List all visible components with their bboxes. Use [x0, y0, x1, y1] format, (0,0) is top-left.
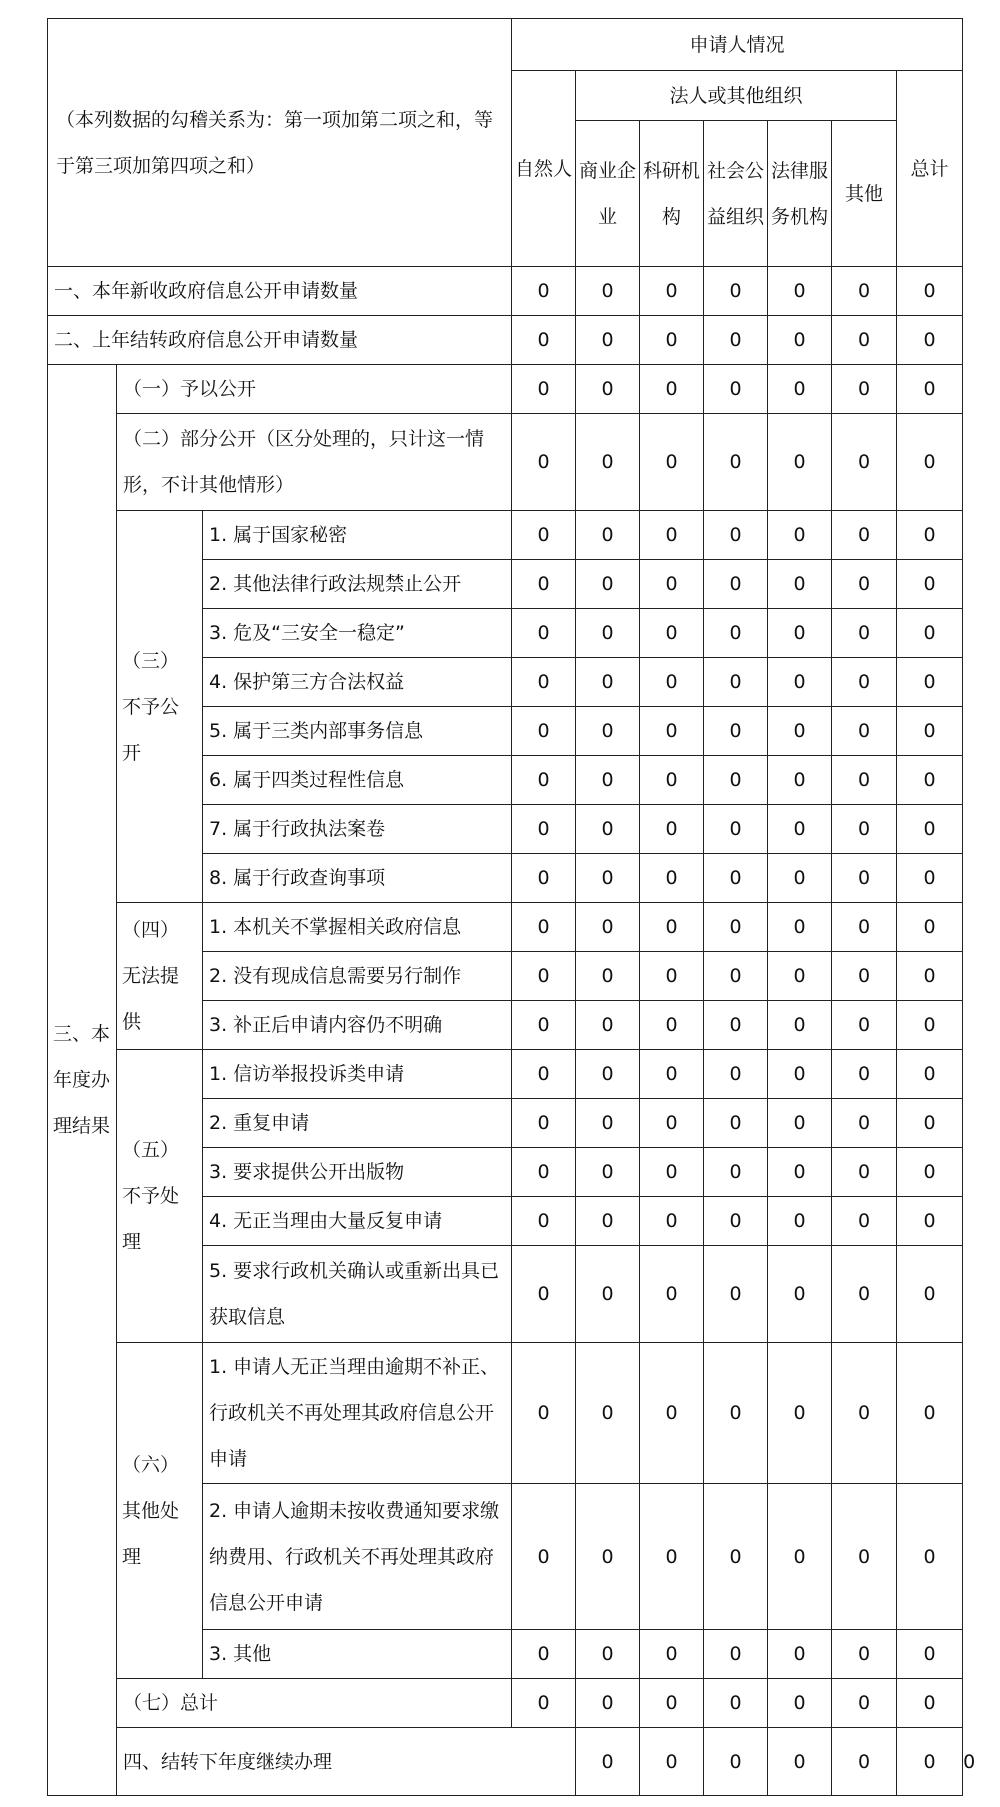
- value-cell: 0: [897, 1197, 963, 1246]
- value-cell: 0: [832, 560, 897, 609]
- disclosure-statistics-table: [47, 18, 976, 1796]
- value-cell: 0: [576, 1343, 640, 1484]
- value-cell: 0: [768, 267, 832, 316]
- value-cell: 0: [832, 1484, 897, 1630]
- value-cell: 0: [576, 1679, 640, 1728]
- value-cell: 0: [897, 952, 963, 1001]
- value-cell: 0: [576, 854, 640, 903]
- header-legal-service: 法律服务机构: [768, 121, 832, 267]
- value-cell: 0: [576, 414, 640, 511]
- value-cell: 0: [512, 1197, 576, 1246]
- value-cell: 0: [897, 854, 963, 903]
- value-cell: 0: [576, 1001, 640, 1050]
- value-cell: 0: [576, 707, 640, 756]
- value-cell: 0: [640, 365, 704, 414]
- value-cell: 0: [832, 1197, 897, 1246]
- value-cell: 0: [832, 414, 897, 511]
- item-label: 6. 属于四类过程性信息: [203, 756, 512, 805]
- value-cell: 0: [897, 365, 963, 414]
- value-cell: 0: [576, 1246, 640, 1343]
- value-cell: 0: [512, 854, 576, 903]
- value-cell: 0: [832, 756, 897, 805]
- value-cell: 0: [512, 365, 576, 414]
- value-cell: 0: [768, 854, 832, 903]
- value-cell: 0: [768, 1099, 832, 1148]
- table-row: [48, 267, 963, 316]
- value-cell: 0: [768, 365, 832, 414]
- value-cell: 0: [640, 805, 704, 854]
- value-cell: 0: [704, 1728, 768, 1796]
- value-cell: 0: [768, 658, 832, 707]
- value-cell: 0: [832, 267, 897, 316]
- value-cell: 0: [704, 1099, 768, 1148]
- value-cell: 0: [897, 511, 963, 560]
- item-label: 4. 保护第三方合法权益: [203, 658, 512, 707]
- value-cell: 0: [897, 316, 963, 365]
- value-cell: 0: [576, 267, 640, 316]
- value-cell: 0: [897, 658, 963, 707]
- value-cell: 0: [640, 560, 704, 609]
- value-cell: 0: [512, 316, 576, 365]
- value-cell: 0: [512, 511, 576, 560]
- item-label: 2. 其他法律行政法规禁止公开: [203, 560, 512, 609]
- value-cell: 0: [832, 1728, 897, 1796]
- value-cell: 0: [512, 267, 576, 316]
- value-cell: 0: [512, 805, 576, 854]
- header-natural-person: 自然人: [512, 71, 576, 267]
- item-label: 5. 要求行政机关确认或重新出具已获取信息: [203, 1246, 512, 1343]
- group-5-label: （五）不予处理: [117, 1050, 203, 1343]
- value-cell: 0: [704, 1630, 768, 1679]
- value-cell: 0: [640, 952, 704, 1001]
- value-cell: 0: [768, 1343, 832, 1484]
- value-cell: 0: [832, 854, 897, 903]
- value-cell: 0: [832, 805, 897, 854]
- value-cell: 0: [768, 1050, 832, 1099]
- value-cell: 0: [897, 1630, 963, 1679]
- value-cell: 0: [512, 560, 576, 609]
- item-label: 5. 属于三类内部事务信息: [203, 707, 512, 756]
- value-cell: 0: [576, 952, 640, 1001]
- value-cell: 0: [768, 756, 832, 805]
- header-total: 总计: [897, 71, 963, 267]
- value-cell: 0: [640, 609, 704, 658]
- value-cell: 0: [832, 903, 897, 952]
- value-cell: 0: [512, 1246, 576, 1343]
- group-4-label: （四）无法提供: [117, 903, 203, 1050]
- value-cell: 0: [832, 365, 897, 414]
- value-cell: 0: [832, 707, 897, 756]
- value-cell: 0: [768, 1630, 832, 1679]
- value-cell: 0: [640, 1001, 704, 1050]
- value-cell: 0: [704, 756, 768, 805]
- table-row: [48, 1343, 963, 1484]
- header-research: 科研机构: [640, 121, 704, 267]
- value-cell: 0: [640, 511, 704, 560]
- value-cell: 0: [768, 805, 832, 854]
- value-cell: 0: [704, 365, 768, 414]
- value-cell: 0: [897, 1484, 963, 1630]
- value-cell: 0: [512, 1343, 576, 1484]
- value-cell: 0: [832, 609, 897, 658]
- table-row: [48, 903, 963, 952]
- value-cell: 0: [576, 805, 640, 854]
- section-2-label: 二、上年结转政府信息公开申请数量: [48, 316, 512, 365]
- item-label: 1. 信访举报投诉类申请: [203, 1050, 512, 1099]
- item-label: 3. 要求提供公开出版物: [203, 1148, 512, 1197]
- value-cell: 0: [704, 952, 768, 1001]
- table-row: [48, 316, 963, 365]
- value-cell: 0: [897, 805, 963, 854]
- value-cell: 0: [832, 1050, 897, 1099]
- value-cell: 0: [640, 903, 704, 952]
- section-4-label: 四、结转下年度继续办理: [117, 1728, 576, 1796]
- value-cell: 0: [640, 1050, 704, 1099]
- group-7-label: （七）总计: [117, 1679, 512, 1728]
- value-cell: 0: [768, 952, 832, 1001]
- table-row: [48, 414, 963, 511]
- value-cell: 0: [704, 1679, 768, 1728]
- value-cell: 0: [640, 1630, 704, 1679]
- item-label: 7. 属于行政执法案卷: [203, 805, 512, 854]
- value-cell: 0: [768, 1484, 832, 1630]
- value-cell: 0: [897, 414, 963, 511]
- item-label: 3. 危及“三安全一稳定”: [203, 609, 512, 658]
- item-label: 4. 无正当理由大量反复申请: [203, 1197, 512, 1246]
- item-label: 8. 属于行政查询事项: [203, 854, 512, 903]
- value-cell: 0: [704, 707, 768, 756]
- value-cell: 0: [576, 511, 640, 560]
- value-cell: 0: [640, 756, 704, 805]
- item-label: 1. 属于国家秘密: [203, 511, 512, 560]
- item-label: 1. 申请人无正当理由逾期不补正、行政机关不再处理其政府信息公开申请: [203, 1343, 512, 1484]
- value-cell: 0: [768, 1197, 832, 1246]
- value-cell: 0: [704, 1197, 768, 1246]
- value-cell: 0: [897, 756, 963, 805]
- value-cell: 0: [832, 1148, 897, 1197]
- value-cell: 0: [768, 903, 832, 952]
- value-cell: 0: [897, 609, 963, 658]
- value-cell: 0: [576, 365, 640, 414]
- header-commercial: 商业企业: [576, 121, 640, 267]
- value-cell: 0: [512, 1148, 576, 1197]
- value-cell: 0: [512, 952, 576, 1001]
- value-cell: 0: [512, 1630, 576, 1679]
- value-cell: 0: [640, 658, 704, 707]
- value-cell: 0: [640, 267, 704, 316]
- value-cell: 0: [704, 1246, 768, 1343]
- table-row: [48, 1050, 963, 1099]
- value-cell: 0: [704, 511, 768, 560]
- value-cell: 0: [832, 1246, 897, 1343]
- value-cell: 0: [576, 1099, 640, 1148]
- value-cell: 0: [576, 1197, 640, 1246]
- value-cell: 0: [512, 414, 576, 511]
- value-cell: 0: [704, 316, 768, 365]
- value-cell: 0: [704, 1484, 768, 1630]
- value-cell: 0: [512, 1050, 576, 1099]
- value-cell: 0: [640, 707, 704, 756]
- value-cell: 0: [768, 414, 832, 511]
- value-cell: 0: [897, 1050, 963, 1099]
- table-row: [48, 511, 963, 560]
- value-cell: 0: [897, 1728, 963, 1796]
- value-cell: 0: [640, 1484, 704, 1630]
- value-cell: 0: [832, 1343, 897, 1484]
- value-cell: 0: [576, 609, 640, 658]
- value-cell: 0: [832, 658, 897, 707]
- value-cell: 0: [640, 1246, 704, 1343]
- value-cell: 0: [704, 1343, 768, 1484]
- group-1-label: （一）予以公开: [117, 365, 512, 414]
- table-row: [48, 1679, 963, 1728]
- value-cell: 0: [704, 267, 768, 316]
- item-label: 2. 没有现成信息需要另行制作: [203, 952, 512, 1001]
- value-cell: 0: [512, 658, 576, 707]
- value-cell: 0: [640, 1197, 704, 1246]
- value-cell: 0: [512, 756, 576, 805]
- value-cell: 0: [704, 805, 768, 854]
- value-cell: 0: [640, 316, 704, 365]
- value-cell: 0: [704, 1001, 768, 1050]
- value-cell: 0: [704, 560, 768, 609]
- value-cell: 0: [897, 1099, 963, 1148]
- item-label: 1. 本机关不掌握相关政府信息: [203, 903, 512, 952]
- value-cell: 0: [704, 609, 768, 658]
- group-2-label: （二）部分公开（区分处理的，只计这一情形，不计其他情形）: [117, 414, 512, 511]
- value-cell: 0: [897, 1246, 963, 1343]
- value-cell: 0: [640, 1343, 704, 1484]
- value-cell: 0: [897, 1679, 963, 1728]
- value-cell: 0: [897, 903, 963, 952]
- value-cell: 0: [768, 707, 832, 756]
- value-cell: 0: [768, 609, 832, 658]
- value-cell: 0: [640, 1148, 704, 1197]
- value-cell: 0: [576, 756, 640, 805]
- value-cell: 0: [512, 1001, 576, 1050]
- section-3-label: 三、本年度办理结果: [48, 365, 117, 1796]
- value-cell: 0: [704, 1148, 768, 1197]
- item-label: 3. 补正后申请内容仍不明确: [203, 1001, 512, 1050]
- value-cell: 0: [576, 560, 640, 609]
- value-cell: 0: [576, 1484, 640, 1630]
- header-other: 其他: [832, 121, 897, 267]
- value-cell: 0: [768, 316, 832, 365]
- value-cell: 0: [897, 1001, 963, 1050]
- value-cell: 0: [897, 1343, 963, 1484]
- value-cell: 0: [897, 1148, 963, 1197]
- value-cell: 0: [640, 414, 704, 511]
- header-applicant-situation: 申请人情况: [512, 19, 963, 71]
- group-6-label: （六）其他处理: [117, 1343, 203, 1679]
- value-cell: 0: [768, 1148, 832, 1197]
- group-3-label: （三）不予公开: [117, 511, 203, 903]
- value-cell: 0: [832, 1099, 897, 1148]
- value-cell: 0: [897, 560, 963, 609]
- item-label: 3. 其他: [203, 1630, 512, 1679]
- value-cell: 0: [512, 609, 576, 658]
- value-cell: 0: [768, 1679, 832, 1728]
- value-cell: 0: [576, 1148, 640, 1197]
- value-cell: 0: [576, 903, 640, 952]
- value-cell: 0: [704, 414, 768, 511]
- value-cell: 0: [576, 658, 640, 707]
- value-cell: 0: [832, 1001, 897, 1050]
- value-cell: 0: [768, 1246, 832, 1343]
- value-cell: 0: [640, 854, 704, 903]
- value-cell: 0: [704, 1050, 768, 1099]
- table-row: [48, 365, 963, 414]
- value-cell: 0: [512, 1679, 576, 1728]
- value-cell: 0: [832, 511, 897, 560]
- value-cell: 0: [832, 952, 897, 1001]
- header-legal-or-other: 法人或其他组织: [576, 71, 897, 121]
- value-cell: 0: [640, 1728, 704, 1796]
- value-cell: 0: [512, 1484, 576, 1630]
- value-cell: 0: [704, 854, 768, 903]
- table-row: 四、结转下年度继续办理 0 0 0 0 0 0 0: [48, 1728, 963, 1796]
- value-cell: 0: [768, 1728, 832, 1796]
- value-cell: 0: [576, 1728, 640, 1796]
- section-1-label: 一、本年新收政府信息公开申请数量: [48, 267, 512, 316]
- value-cell: 0: [768, 1001, 832, 1050]
- value-cell: 0: [576, 1050, 640, 1099]
- item-label: 2. 重复申请: [203, 1099, 512, 1148]
- value-cell: 0: [704, 903, 768, 952]
- value-cell: 0: [576, 1630, 640, 1679]
- item-label: 2. 申请人逾期未按收费通知要求缴纳费用、行政机关不再处理其政府信息公开申请: [203, 1484, 512, 1630]
- value-cell: 0: [768, 560, 832, 609]
- value-cell: 0: [704, 658, 768, 707]
- header-social-welfare: 社会公益组织: [704, 121, 768, 267]
- value-cell: 0: [897, 267, 963, 316]
- value-cell: 0: [512, 903, 576, 952]
- value-cell: 0: [576, 316, 640, 365]
- value-cell: 0: [897, 707, 963, 756]
- value-cell: 0: [640, 1099, 704, 1148]
- value-cell: 0: [512, 707, 576, 756]
- value-cell: 0: [512, 1099, 576, 1148]
- value-cell: 0: [832, 1630, 897, 1679]
- corner-note: （本列数据的勾稽关系为：第一项加第二项之和，等于第三项加第四项之和）: [48, 19, 512, 267]
- value-cell: 0: [640, 1679, 704, 1728]
- value-cell: 0: [832, 1679, 897, 1728]
- value-cell: 0: [832, 316, 897, 365]
- value-cell: 0: [768, 511, 832, 560]
